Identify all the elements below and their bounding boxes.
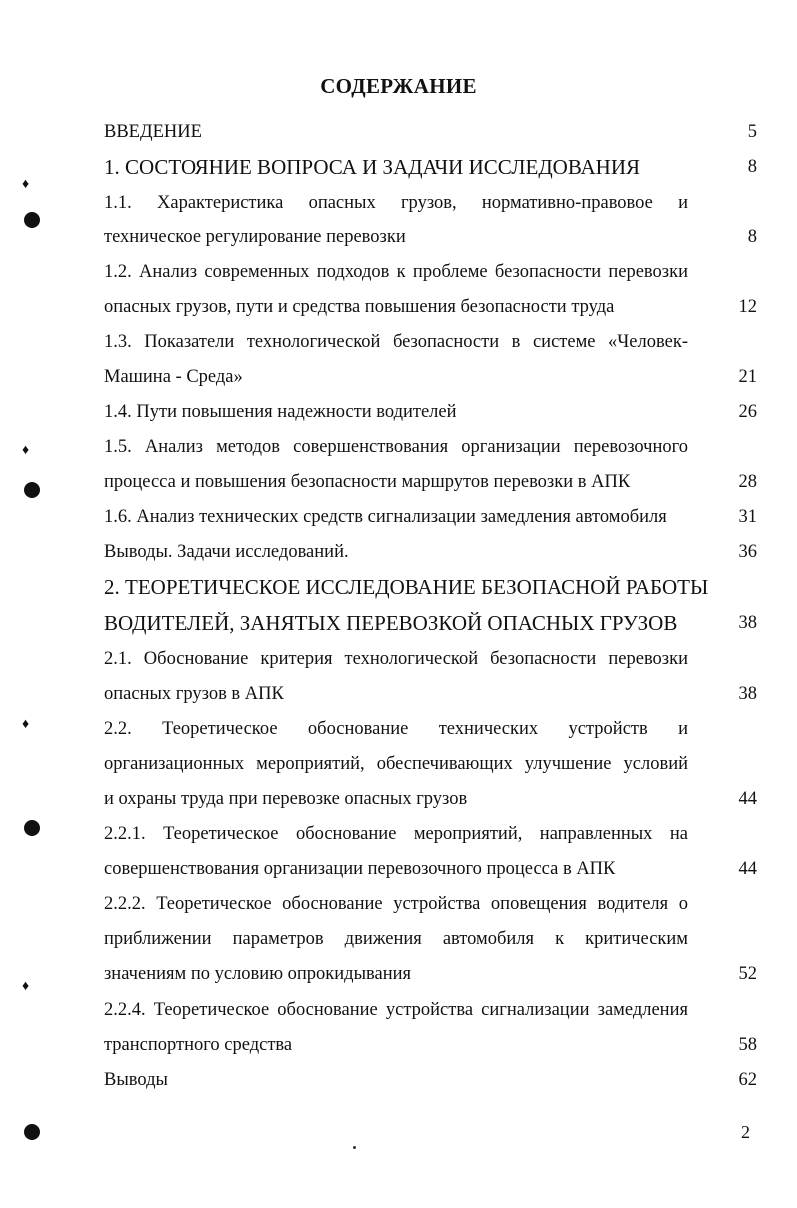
toc-page-number: 5 — [747, 122, 757, 142]
binder-hole-icon — [24, 820, 40, 836]
toc-line: 1.1. Характеристика опасных грузов, нормативно-правовое и — [104, 193, 688, 213]
scan-artifact-icon: ♦ — [22, 443, 30, 458]
toc-line: 1.3. Показатели технологической безопасности в системе «Человек- — [104, 332, 688, 352]
toc-line: ВВЕДЕНИЕ — [104, 122, 202, 142]
toc-line: 2.1. Обоснование критерия технологической безопасности перевозки — [104, 649, 688, 669]
page-title: СОДЕРЖАНИЕ — [320, 74, 477, 98]
footer-page-number: 2 — [741, 1122, 750, 1142]
toc-line: 1.5. Анализ методов совершенствования организации перевозочного — [104, 437, 688, 457]
toc-line: 1.2. Анализ современных подходов к проблеме безопасности перевозки — [104, 262, 688, 282]
toc-line: Машина - Среда» — [104, 367, 243, 387]
toc-page-number: 36 — [738, 542, 757, 562]
toc-line: значениям по условию опрокидывания — [104, 964, 412, 984]
toc-line: 1.6. Анализ технических средств сигнализации замедления автомобиля — [104, 507, 667, 527]
toc-line: техническое регулирование перевозки — [104, 227, 406, 247]
binder-hole-icon — [24, 212, 40, 228]
toc-line: и охраны труда при перевозке опасных грузов — [104, 789, 468, 809]
toc-page-number: 62 — [738, 1070, 757, 1090]
toc-line: 2.2.1. Теоретическое обоснование мероприятий, направленных на — [104, 824, 688, 844]
toc-line: 2.2. Теоретическое обоснование технических устройств и — [104, 719, 688, 739]
toc-page-number: 38 — [738, 613, 757, 633]
toc-page-number: 8 — [747, 227, 757, 247]
scan-artifact-icon: ♦ — [22, 717, 30, 732]
toc-line: 2.2.4. Теоретическое обоснование устройства сигнализации замедления — [104, 1000, 688, 1020]
binder-hole-icon — [24, 482, 40, 498]
toc-line: 1. СОСТОЯНИЕ ВОПРОСА И ЗАДАЧИ ИССЛЕДОВАНИЯ — [104, 155, 641, 179]
toc-page-number: 31 — [738, 507, 757, 527]
scan-artifact-icon: ♦ — [22, 177, 30, 192]
toc-page-number: 38 — [738, 684, 757, 704]
toc-line: совершенствования организации перевозочного процесса в АПК — [104, 859, 616, 879]
toc-line: Выводы — [104, 1070, 168, 1090]
toc-page-number: 12 — [738, 297, 757, 317]
toc-line: организационных мероприятий, обеспечивающих улучшение условий — [104, 754, 688, 774]
binder-hole-icon — [24, 1124, 40, 1140]
toc-page-number: 44 — [738, 789, 757, 809]
toc-page-number: 28 — [738, 472, 757, 492]
toc-line: опасных грузов, пути и средства повышения безопасности труда — [104, 297, 615, 317]
toc-page-number: 26 — [738, 402, 757, 422]
toc-page-number: 52 — [738, 964, 757, 984]
toc-line: 1.4. Пути повышения надежности водителей — [104, 402, 457, 422]
toc-line: транспортного средства — [104, 1035, 293, 1055]
toc-line: процесса и повышения безопасности маршрутов перевозки в АПК — [104, 472, 631, 492]
toc-page-number: 21 — [738, 367, 757, 387]
toc-page-number: 44 — [738, 859, 757, 879]
scan-artifact-icon: ♦ — [22, 979, 30, 994]
toc-page-number: 58 — [738, 1035, 757, 1055]
toc-line: Выводы. Задачи исследований. — [104, 542, 349, 562]
scan-speck-icon — [353, 1146, 356, 1149]
toc-line: 2.2.2. Теоретическое обоснование устройства оповещения водителя о — [104, 894, 688, 914]
toc-line: 2. ТЕОРЕТИЧЕСКОЕ ИССЛЕДОВАНИЕ БЕЗОПАСНОЙ РАБОТЫ — [104, 575, 709, 599]
toc-line: ВОДИТЕЛЕЙ, ЗАНЯТЫХ ПЕРЕВОЗКОЙ ОПАСНЫХ ГРУЗОВ — [104, 611, 678, 635]
toc-line: приближении параметров движения автомобиля к критическим — [104, 929, 688, 949]
toc-page-number: 8 — [747, 157, 757, 177]
toc-line: опасных грузов в АПК — [104, 684, 284, 704]
